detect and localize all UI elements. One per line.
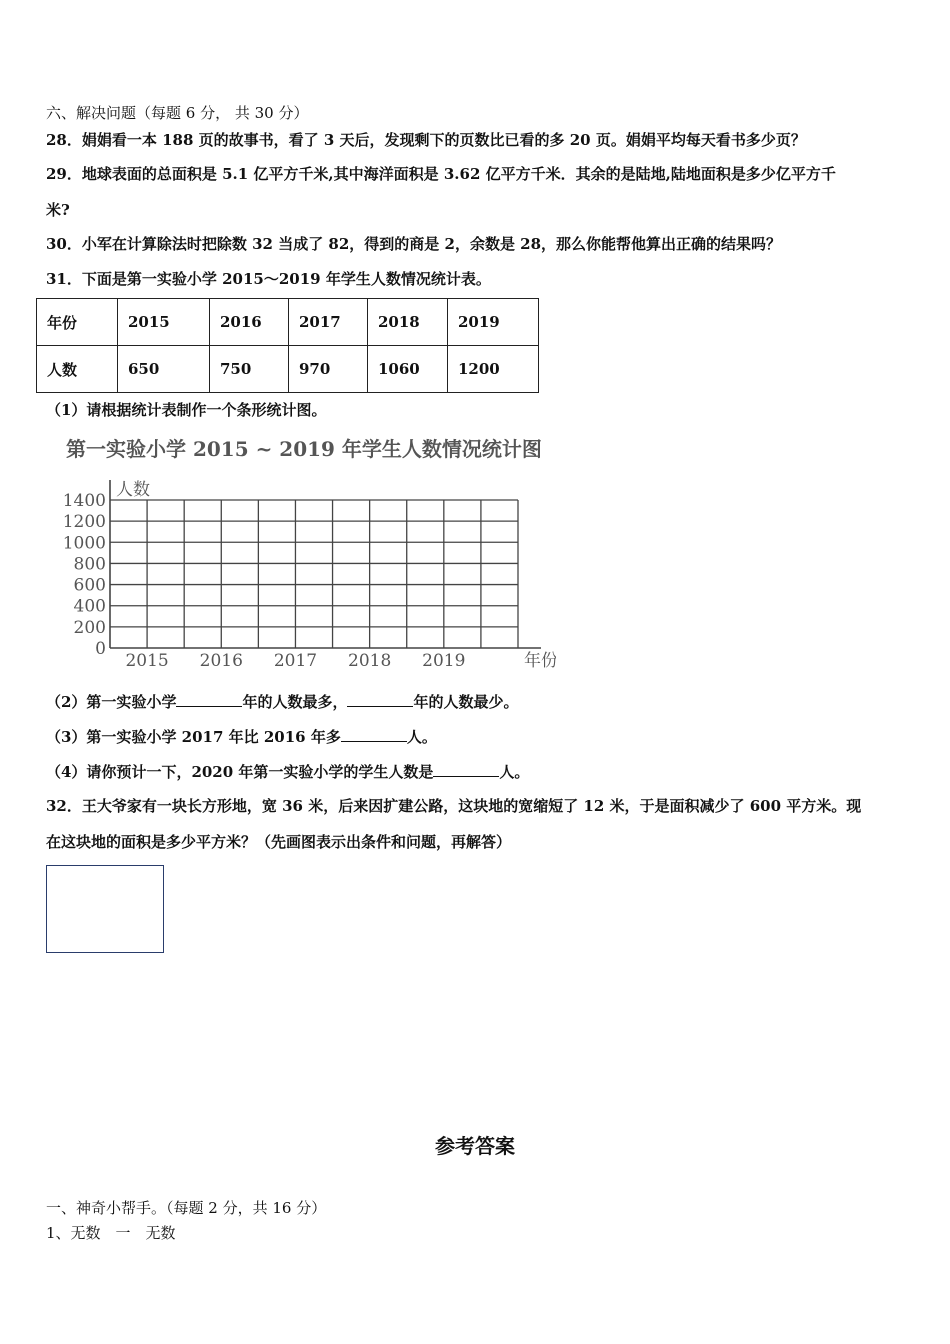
table-row	[37, 346, 539, 393]
question-31-sub4	[46, 761, 529, 782]
sub2-text-b: 年的人数最多，	[242, 693, 348, 711]
question-31-sub1: （1）请根据统计表制作一个条形统计图。	[46, 401, 327, 419]
table-cell: 2017	[289, 299, 368, 346]
sub3-text-a: （3）第一实验小学 2017 年比 2016 年多	[46, 728, 341, 746]
answer-blank-most[interactable]	[176, 692, 242, 707]
y-tick-label: 1000	[62, 533, 106, 554]
question-31-sub2	[46, 691, 518, 712]
chart-title: 第一实验小学 2015 ~ 2019 年学生人数情况统计图	[66, 437, 542, 461]
question-29-line1: 29．地球表面的总面积是 5.1 亿平方千米,其中海洋面积是 3.62 亿平方千米．其余的是陆地,陆地面积是多少亿平方千	[46, 165, 836, 183]
table-cell: 650	[118, 346, 210, 393]
sub4-text-b: 人。	[499, 763, 530, 781]
table-cell: 750	[210, 346, 289, 393]
y-tick-label: 1200	[62, 512, 106, 533]
bar-chart	[56, 430, 556, 675]
x-axis-label: 年份	[524, 651, 556, 671]
answer-title: 参考答案	[435, 1134, 515, 1158]
table-cell: 970	[289, 346, 368, 393]
y-tick-label: 800	[73, 554, 106, 575]
question-32-line2: 在这块地的面积是多少平方米？（先画图表示出条件和问题，再解答）	[46, 833, 512, 851]
y-tick-label: 600	[73, 575, 106, 596]
sub4-text-a: （4）请你预计一下，2020 年第一实验小学的学生人数是	[46, 763, 434, 781]
x-tick-label: 2018	[348, 651, 392, 671]
table-cell: 1200	[448, 346, 539, 393]
answer-blank-predict[interactable]	[433, 762, 499, 777]
x-tick-label: 2017	[273, 651, 318, 671]
stats-table	[36, 298, 539, 393]
y-tick-label: 0	[95, 639, 106, 659]
answer-blank-diff[interactable]	[341, 727, 407, 742]
x-tick-label: 2015	[125, 651, 169, 671]
question-32-line1: 32．王大爷家有一块长方形地，宽 36 米，后来因扩建公路，这块地的宽缩短了 12 米，于是面积减少了 600 平方米。现	[46, 797, 862, 815]
drawing-box[interactable]	[46, 865, 164, 953]
x-tick-label: 2016	[199, 651, 243, 671]
table-cell: 2015	[118, 299, 210, 346]
answer-1: 1、无数 一 无数	[46, 1224, 176, 1242]
bar-chart-svg	[56, 430, 556, 675]
table-cell: 2016	[210, 299, 289, 346]
table-row	[37, 299, 539, 346]
question-29-line2: 米?	[46, 201, 70, 219]
question-31-intro: 31．下面是第一实验小学 2015～2019 年学生人数情况统计表。	[46, 270, 491, 288]
table-cell: 1060	[368, 346, 448, 393]
table-header-count: 人数	[37, 346, 118, 393]
sub3-text-b: 人。	[406, 728, 437, 746]
answer-section1-heading: 一、神奇小帮手。（每题 2 分，共 16 分）	[46, 1199, 327, 1217]
table-cell: 2019	[448, 299, 539, 346]
sub2-text-a: （2）第一实验小学	[46, 693, 177, 711]
answer-blank-least[interactable]	[347, 692, 413, 707]
y-tick-label: 200	[73, 617, 106, 638]
table-header-year: 年份	[37, 299, 118, 346]
y-tick-label: 1400	[62, 491, 106, 511]
sub2-text-c: 年的人数最少。	[413, 693, 519, 711]
x-tick-label: 2019	[422, 651, 466, 671]
question-31-sub3	[46, 726, 437, 747]
table-cell: 2018	[368, 299, 448, 346]
section6-heading: 六、解决问题（每题 6 分， 共 30 分）	[46, 104, 309, 122]
y-axis-label: 人数	[116, 480, 150, 500]
y-tick-label: 400	[73, 596, 106, 617]
question-30: 30．小军在计算除法时把除数 32 当成了 82，得到的商是 2，余数是 28，那么你能帮他算出正确的结果吗？	[46, 235, 782, 253]
question-28: 28．娟娟看一本 188 页的故事书，看了 3 天后，发现剩下的页数比已看的多 20 页。娟娟平均每天看书多少页？	[46, 131, 806, 149]
